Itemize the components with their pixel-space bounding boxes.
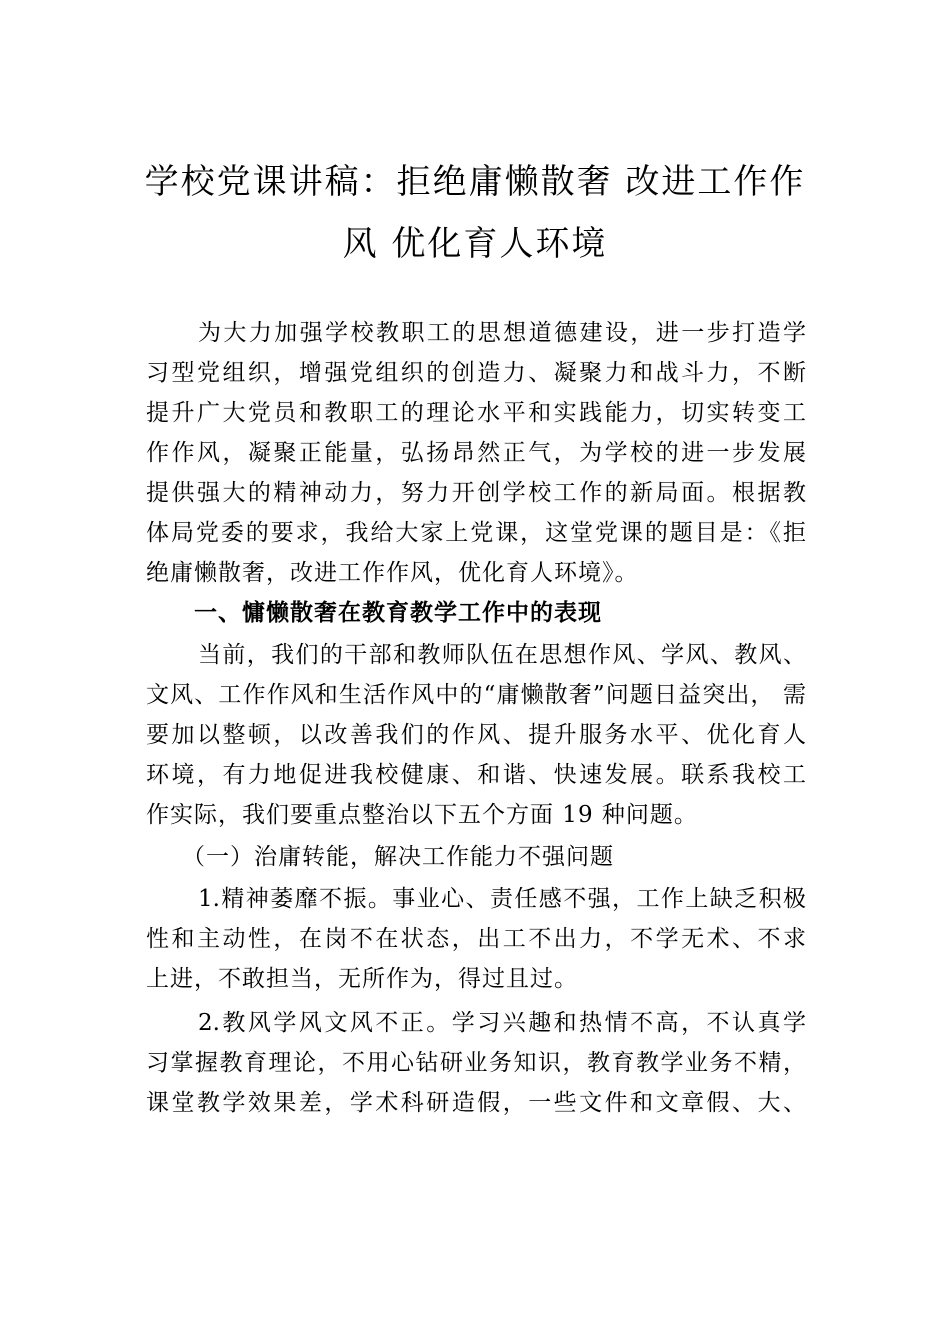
item-line: 2.教风学风文风不正。学习兴趣和热情不高，不认真学 [198,1010,806,1036]
section-line: 当前，我们的干部和教师队伍在思想作风、学风、教风、 [198,642,806,668]
intro-line: 提升广大党员和教职工的理论水平和实践能力，切实转变工 [146,400,806,426]
intro-line: 绝庸懒散奢，改进工作作风，优化育人环境》。 [146,560,639,586]
item-line: 上进，不敢担当，无所作为，得过且过。 [146,966,578,992]
section-line: 文风、工作作风和生活作风中的“庸懒散奢”问题日益突出， 需 [146,682,806,708]
intro-line: 提供强大的精神动力，努力开创学校工作的新局面。根据教 [146,480,806,506]
subsection-heading: （一）治庸转能，解决工作能力不强问题 [182,844,614,870]
item-line: 1.精神萎靡不振。事业心、责任感不强，工作上缺乏积极 [198,886,806,912]
section-heading: 一、慵懒散奢在教育教学工作中的表现 [194,600,602,626]
item-line: 课堂教学效果差，学术科研造假，一些文件和文章假、大、 [146,1090,806,1116]
item-line: 习掌握教育理论，不用心钻研业务知识，教育教学业务不精， [146,1050,806,1076]
intro-line: 体局党委的要求，我给大家上党课，这堂党课的题目是：《拒 [146,520,806,546]
document-title-line-1: 学校党课讲稿：拒绝庸懒散奢 改进工作作 [144,162,806,202]
document-title-line-2: 风 优化育人环境 [342,224,608,264]
intro-line: 习型党组织，增强党组织的创造力、凝聚力和战斗力，不断 [146,360,806,386]
section-line: 要加以整顿，以改善我们的作风、提升服务水平、优化育人 [146,722,806,748]
intro-line: 作作风，凝聚正能量，弘扬昂然正气，为学校的进一步发展 [146,440,806,466]
section-line: 环境，有力地促进我校健康、和谐、快速发展。联系我校工 [146,762,806,788]
item-line: 性和主动性，在岗不在状态，出工不出力，不学无术、不求 [146,926,806,952]
section-line: 作实际，我们要重点整治以下五个方面 19 种问题。 [146,802,698,828]
intro-line: 为大力加强学校教职工的思想道德建设，进一步打造学 [198,320,806,346]
